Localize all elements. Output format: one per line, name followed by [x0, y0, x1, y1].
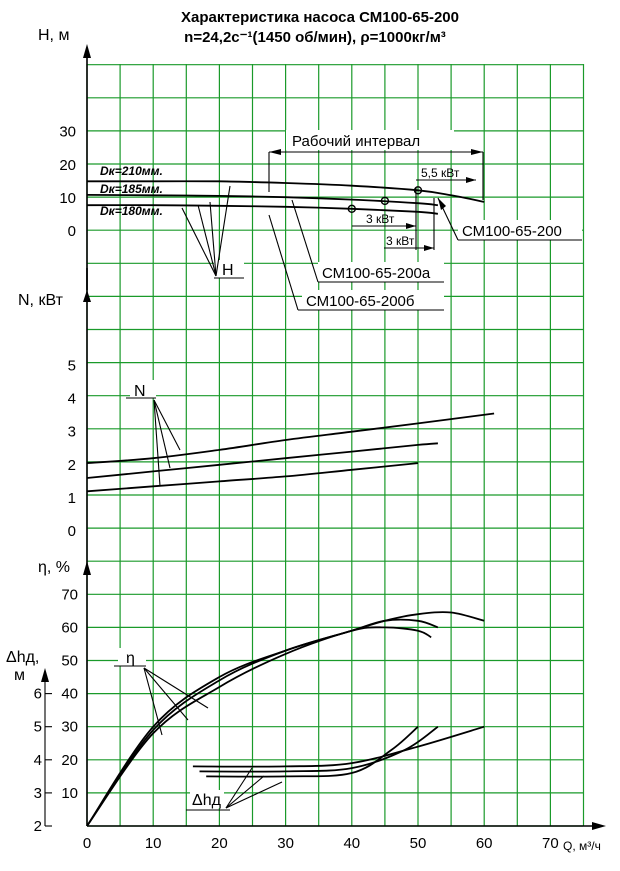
dh-tick-label: 3	[33, 784, 42, 802]
eta-tick-label: 60	[61, 619, 78, 637]
eta-axis-label: η, %	[38, 559, 71, 576]
eta-tick-label: 30	[61, 718, 78, 736]
x-tick-label: 30	[277, 835, 294, 852]
dh-tick-label: 2	[33, 818, 42, 835]
eta-tick-label: 70	[61, 586, 78, 604]
n-curve-label: N	[134, 383, 146, 400]
x-tick-label: 70	[542, 835, 559, 852]
x-tick-label: 10	[144, 835, 162, 852]
n-tick-label: 1	[67, 489, 76, 507]
dh-tick-label: 5	[33, 718, 42, 736]
power-55-label: 5,5 кВт	[421, 166, 460, 180]
model-a-label: СМ100-65-200а	[322, 265, 431, 282]
chart-title-line2: n=24,2с⁻¹(1450 об/мин), ρ=1000кг/м³	[184, 29, 446, 46]
x-tick-label: 20	[211, 835, 228, 852]
chart-grid	[87, 64, 584, 826]
dk210-label: Dк=210мм.	[100, 164, 163, 178]
dh-curve-callout	[186, 768, 282, 810]
x-tick-label: 60	[475, 835, 493, 852]
n-tick-label: 4	[67, 390, 76, 408]
h-curve-label: H	[222, 262, 234, 279]
dh-axis-label-top: Δhд,	[6, 649, 40, 666]
n-tick-label: 5	[67, 357, 76, 375]
dh-curve-label: Δhд	[192, 792, 221, 809]
n-tick-label: 2	[67, 456, 76, 474]
y-axis-arrow-icon	[83, 44, 91, 58]
dh-axis-label-bottom: м	[14, 667, 25, 684]
working-range-label: Рабочий интервал	[292, 133, 421, 150]
dh-tick-label: 6	[33, 685, 42, 703]
eta-axis-arrow-icon	[83, 561, 91, 575]
npsh-curve-1	[193, 727, 484, 767]
n-tick-label: 3	[67, 423, 76, 441]
eta-tick-label: 40	[61, 685, 78, 703]
h-tick-label: 0	[67, 223, 76, 240]
model-labels	[269, 198, 582, 310]
q-axis-label: Q, м³/ч	[563, 839, 601, 853]
model-b-label: СМ100-65-200б	[306, 293, 415, 310]
model-base-label: СМ100-65-200	[462, 223, 562, 240]
x-tick-label: 40	[343, 835, 361, 852]
axes	[83, 44, 606, 830]
n-tick-label: 0	[67, 523, 76, 540]
eta-curve-label: η	[126, 650, 135, 667]
x-tick-label: 50	[409, 835, 427, 852]
h-curve-callout	[182, 186, 244, 279]
h-tick-label: 30	[59, 123, 76, 141]
h-tick-label: 20	[59, 156, 76, 174]
chart-title-line1: Характеристика насоса СМ100-65-200	[181, 9, 459, 26]
n-axis-label: N, кВт	[18, 292, 63, 309]
x-tick-label: 0	[82, 835, 92, 852]
h-tick-label: 10	[59, 189, 76, 207]
eta-tick-label: 20	[61, 751, 78, 769]
x-axis-arrow-icon	[592, 822, 606, 830]
power-curve-1	[87, 414, 494, 464]
dk180-label: Dк=180мм.	[100, 204, 163, 218]
npsh-curve-3	[206, 727, 418, 777]
power-3b-label: 3 кВт	[386, 234, 415, 248]
h-axis-label: H, м	[38, 27, 70, 44]
dh-axis-arrow-icon	[41, 668, 49, 682]
dh-tick-label: 4	[33, 751, 42, 769]
power-3a-label: 3 кВт	[366, 212, 395, 226]
eta-tick-label: 50	[61, 652, 78, 670]
dk185-label: Dк=185мм.	[100, 182, 163, 196]
eta-tick-label: 10	[61, 784, 78, 802]
